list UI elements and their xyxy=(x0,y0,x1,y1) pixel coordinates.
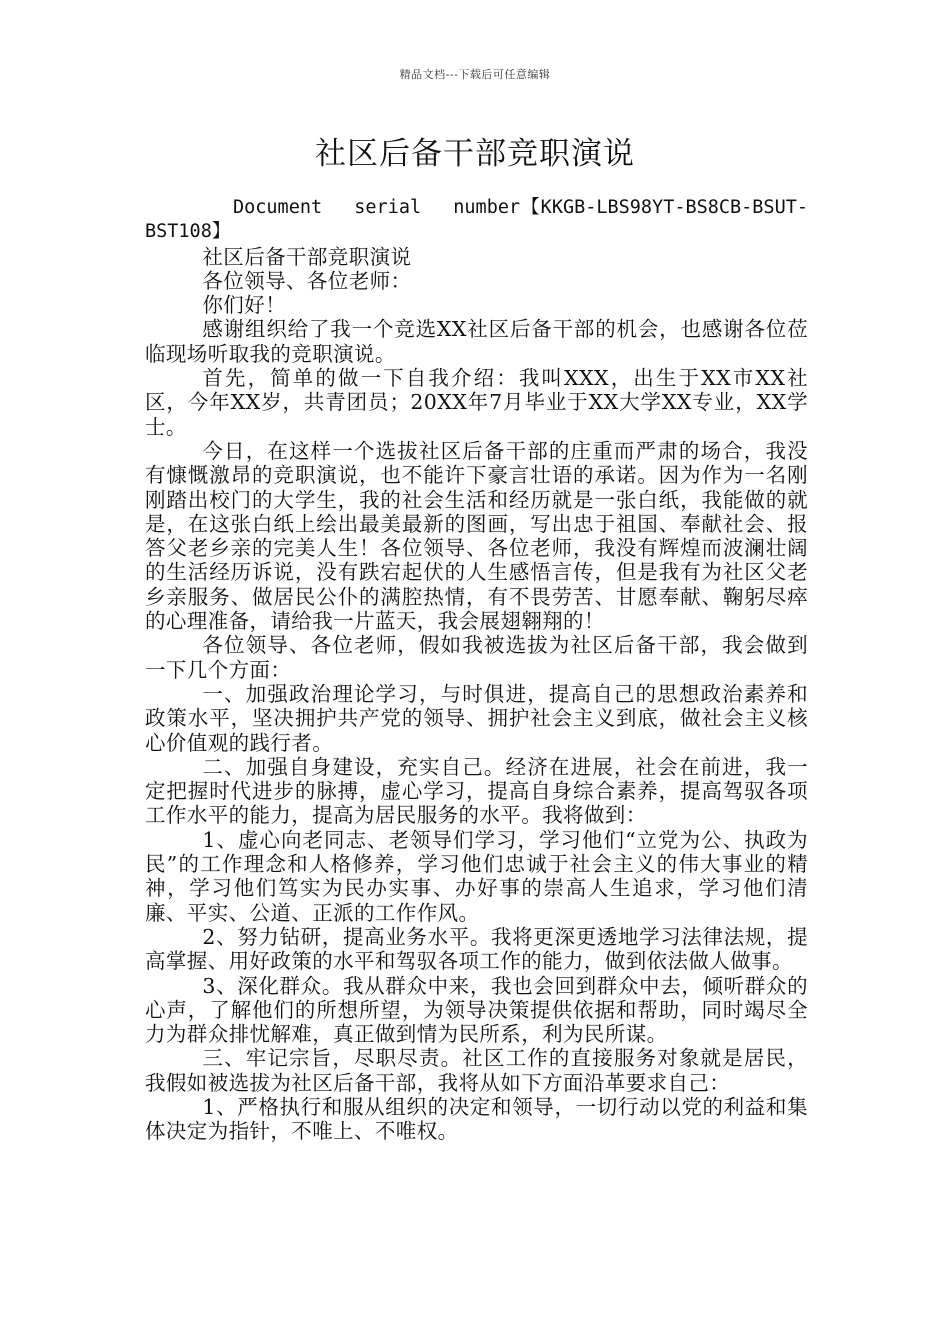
paragraph-point-one: 一、加强政治理论学习，与时俱进，提高自己的思想政治素养和政策水平，坚决拥护共产党的领导、拥护社会主义到底，做社会主义核心价值观的践行者。 xyxy=(145,681,808,755)
paragraph-point-three: 三、牢记宗旨，尽职尽责。社区工作的直接服务对象就是居民，我假如被选拔为社区后备干部，我将从如下方面沿革要求自己： xyxy=(145,1046,808,1095)
paragraph-point-three-item-1: 1、严格执行和服从组织的决定和领导，一切行动以党的利益和集体决定为指针，不唯上、不唯权。 xyxy=(145,1094,808,1144)
paragraph-point-two-item-3: 3、深化群众。我从群众中来，我也会回到群众中去，倾听群众的心声，了解他们的所想所望，为领导决策提供依据和帮助，同时竭尽全力为群众排忧解难，真正做到情为民所系，利为民所谋。 xyxy=(145,973,808,1047)
document-body xyxy=(145,196,808,1144)
document-serial-number: Document serial number【KKGB-LBS98YT-BS8CB-BSUT-BST108】 xyxy=(145,197,808,243)
paragraph-thanks: 感谢组织给了我一个竞选XX社区后备干部的机会，也感谢各位莅临现场听取我的竞职演说。 xyxy=(145,317,808,366)
paragraph-point-two: 二、加强自身建设，充实自己。经济在进展，社会在前进，我一定把握时代进步的脉搏，虚心学习，提高自身综合素养，提高驾驭各项工作水平的能力，提高为居民服务的水平。我将做到： xyxy=(145,754,808,828)
paragraph-point-two-item-2: 2、努力钻研，提高业务水平。我将更深更透地学习法律法规，提高掌握、用好政策的水平和驾驭各项工作的能力，做到依法做人做事。 xyxy=(145,924,808,974)
document-title: 社区后备干部竞职演说 xyxy=(315,136,635,172)
page-header: 精品文档---下载后可任意编辑 xyxy=(399,68,551,81)
paragraph-point-two-item-1: 1、虚心向老同志、老领导们学习，学习他们“立党为公、执政为民”的工作理念和人格修养，学习他们忠诚于社会主义的伟大事业的精神，学习他们笃实为民办实事、办好事的崇高人生追求，学习他们清廉、平实、公道、正派的工作作风。 xyxy=(145,827,808,925)
paragraph-salutation: 各位领导、各位老师： xyxy=(202,268,412,293)
paragraph-speech-title: 社区后备干部竞职演说 xyxy=(202,244,412,269)
paragraph-commitment-intro: 各位领导、各位老师，假如我被选拔为社区后备干部，我会做到一下几个方面： xyxy=(145,633,808,682)
paragraph-greeting: 你们好！ xyxy=(202,293,286,318)
paragraph-self-introduction: 首先，简单的做一下自我介绍：我叫XXX，出生于XX市XX社区，今年XX岁，共青团员；20XX年7月毕业于XX大学XX专业，XX学士。 xyxy=(145,366,808,439)
paragraph-today: 今日，在这样一个选拔社区后备干部的庄重而严肃的场合，我没有慷慨激昂的竞职演说，也不能许下豪言壮语的承诺。因为作为一名刚刚踏出校门的大学生，我的社会生活和经历就是一张白纸，我能做的就是，在这张白纸上绘出最美最新的图画，写出忠于祖国、奉献社会、报答父老乡亲的完美人生！各位领导、各位老师，我没有辉煌而波澜壮阔的生活经历诉说，没有跌宕起伏的人生感悟言传，但是我有为社区父老乡亲服务、做居民公仆的满腔热情，有不畏劳苦、甘愿奉献、鞠躬尽瘁的心理准备，请给我一片蓝天，我会展翅翱翔的！ xyxy=(145,438,808,634)
